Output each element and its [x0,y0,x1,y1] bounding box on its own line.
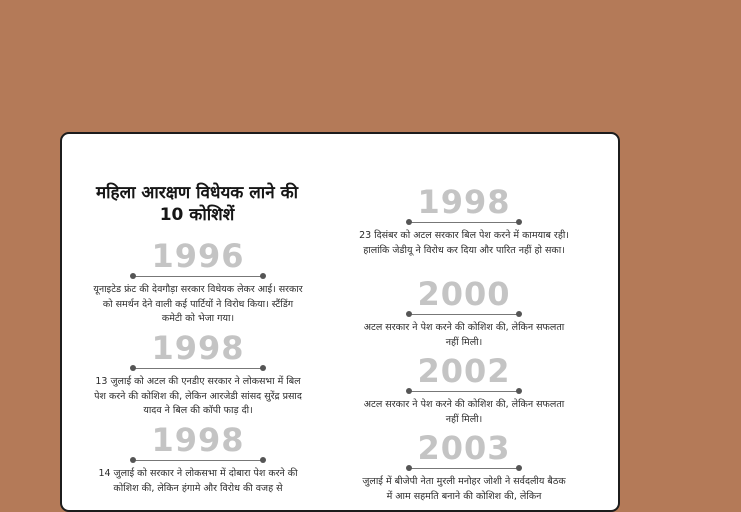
year-divider [408,464,520,473]
timeline-entry-left-2 [92,329,304,419]
year-label: 1998 [417,183,511,221]
entry-text: जुलाई में बीजेपी नेता मुरली मनोहर जोशी ने सर्वदलीय बैठक में आम सहमति बनाने की कोशिश की, लेकिन [362,476,566,502]
timeline-entry-left-3 [92,421,304,496]
year-label: 2000 [417,275,511,313]
year-divider [132,456,264,465]
year-label: 1996 [151,237,245,275]
timeline-entry-right-1 [358,183,570,258]
entry-text: अटल सरकार ने पेश करने की कोशिश की, लेकिन सफलता नहीं मिली। [363,322,565,348]
timeline-card [60,132,620,512]
year-divider [408,387,520,396]
year-divider [132,364,264,373]
entry-text: 13 जुलाई को अटल की एनडीए सरकार ने लोकसभा में बिल पेश करने की कोशिश की, लेकिन आरजेडी सांसद सुरेंद्र प्रसाद यादव ने बिल की कॉपी फाड़ दी। [94,376,302,416]
timeline-entry-right-4 [358,429,570,504]
year-divider [408,218,520,227]
year-label: 1998 [151,421,245,459]
timeline-entry-right-3 [358,352,570,427]
year-label: 2002 [417,352,511,390]
year-label: 1998 [151,329,245,367]
year-divider [408,310,520,319]
entry-text: 23 दिसंबर को अटल सरकार बिल पेश करने में कामयाब रही। हालांकि जेडीयू ने विरोध कर दिया और पारित नहीं हो सका। [359,230,569,256]
entry-text: अटल सरकार ने पेश करने की कोशिश की, लेकिन सफलता नहीं मिली। [363,399,565,425]
year-divider [132,272,264,281]
entry-text: यूनाइटेड फ्रंट की देवगौड़ा सरकार विधेयक लेकर आई। सरकार को समर्थन देने वाली कई पार्टियों ने विरोध किया। स्टैंडिंग कमेटी को भेजा गया। [93,284,303,324]
timeline-entry-left-1 [92,237,304,327]
page-title: महिला आरक्षण विधेयक लाने की 10 कोशिशें [95,183,299,225]
year-label: 2003 [417,429,511,467]
entry-text: 14 जुलाई को सरकार ने लोकसभा में दोबारा पेश करने की कोशिश की, लेकिन हंगामे और विरोध की वजह से [98,468,298,494]
timeline-entry-right-2 [358,275,570,350]
